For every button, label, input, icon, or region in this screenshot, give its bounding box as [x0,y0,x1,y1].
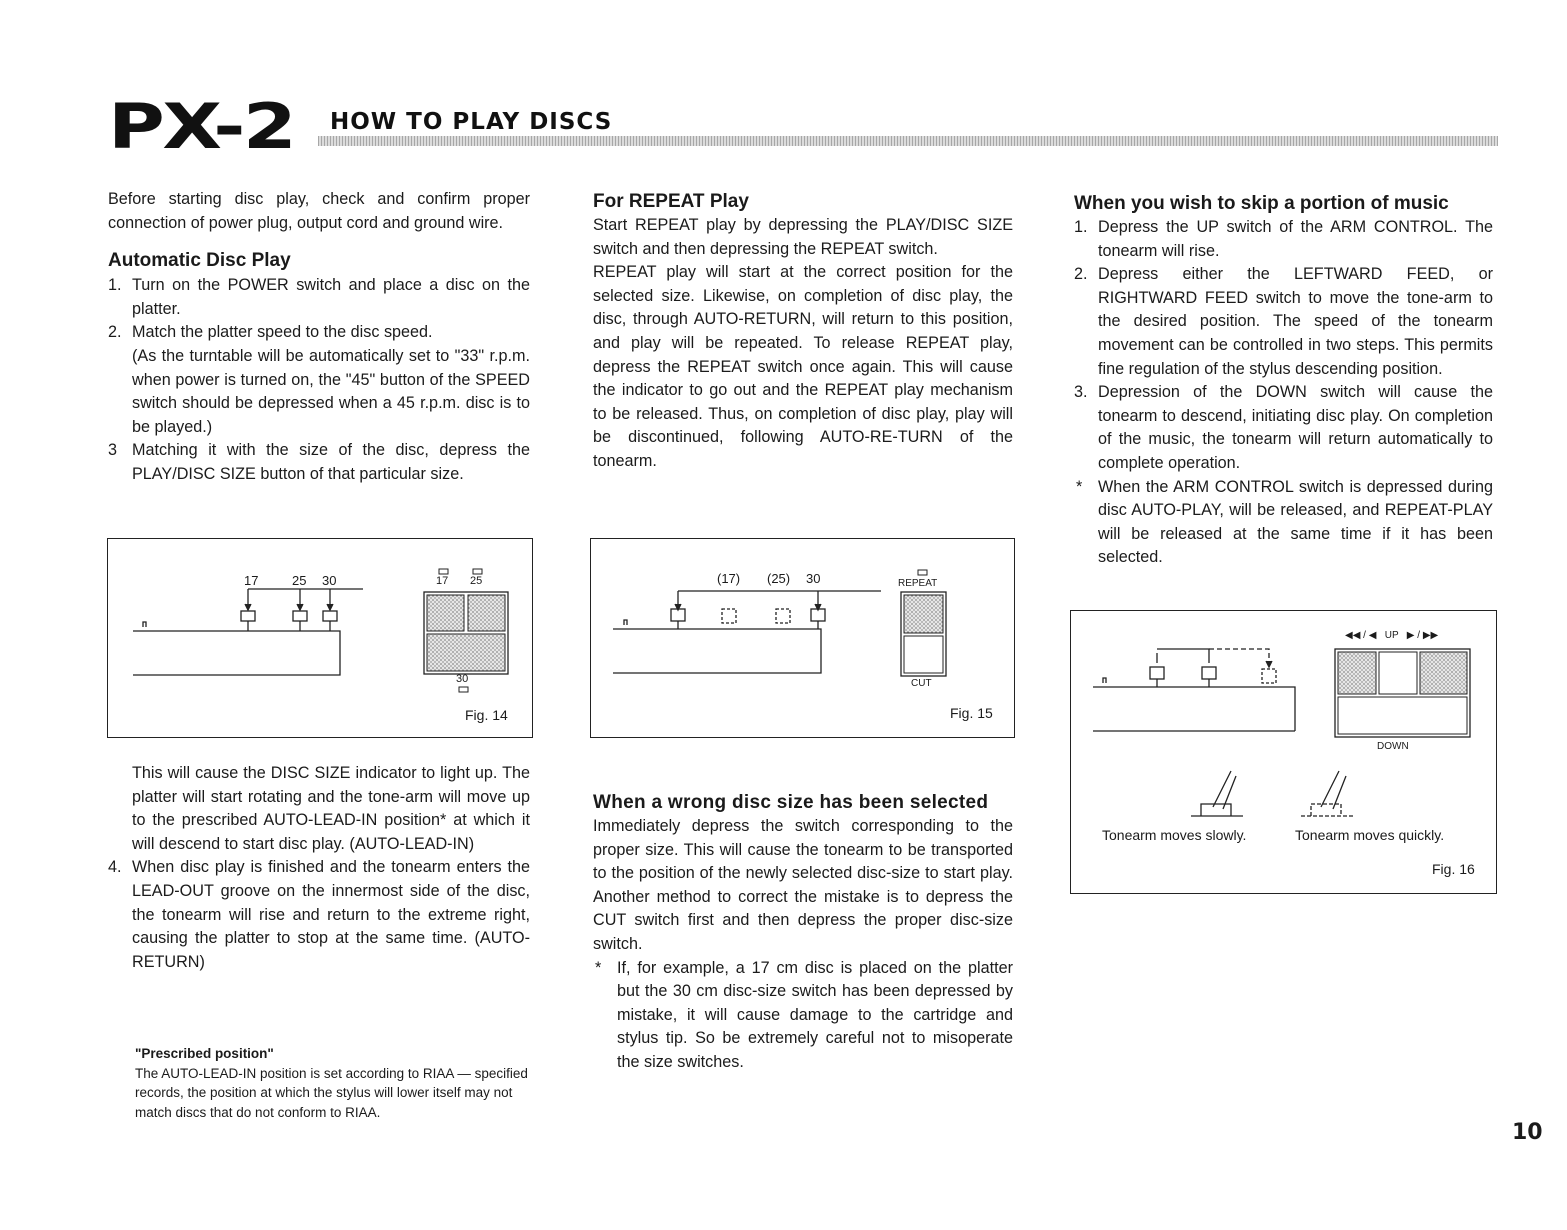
slow-caption: Tonearm moves slowly. [1102,827,1247,843]
skip-steps [1074,216,1493,570]
left-column [108,188,530,487]
page-title: HOW TO PLAY DISCS [330,109,613,135]
list-item: 4. When disc play is finished and the tonearm enters the LEAD-OUT groove on the innermost side of the disc, the tonearm will rise and return to the extreme right, causing the platter to stop at the same time. (AUTO-RETURN) [108,858,530,971]
button-25-label: 25 [470,575,483,587]
scale-25-paren: (25) [767,571,791,586]
figure-16 [1070,610,1497,894]
fig14-caption: Fig. 14 [465,707,508,723]
skip-heading: When you wish to skip a portion of music [1074,193,1449,214]
page-number: 10 [1512,1120,1543,1145]
repeat-p1: Start REPEAT play by depressing the PLAY/DISC SIZE switch and then depressing the REPEAT switch. [593,216,1013,258]
automatic-heading: Automatic Disc Play [108,250,291,272]
wrong-p1: Immediately depress the switch corresponding to the proper size. This will cause the tonearm to be transported to the position of the newly selected disc-size to start play. Another method to correct the mistake is to depress the CUT switch first and then depress the proper disc-size switch. [593,817,1013,953]
scale-25: 25 [292,573,307,588]
scale-30: 30 [806,571,821,586]
product-logo: PX-2 [108,90,295,163]
header-rule [318,136,1498,146]
arm-control-labels: ◀◀ / ◀ UP ▶ / ▶▶ [1345,630,1439,641]
down-label: DOWN [1377,741,1409,752]
footnote [135,1044,530,1122]
fig15-caption: Fig. 15 [950,705,993,721]
wrong-note: * If, for example, a 17 cm disc is placed on the platter but the 30 cm disc-size switch has been depressed by mistake, it will cause damage to the cartridge and stylus tip. So be extremely careful not to misoperate the size switches. [595,958,1013,1071]
fast-caption: Tonearm moves quickly. [1295,827,1445,843]
list-item: 3. Depression of the DOWN switch will cause the tonearm to descend, initiating disc play. On completion of the music, the tonearm will return automatically to complete operation. [1074,383,1493,472]
list-item: 3 Matching it with the size of the disc, depress the PLAY/DISC SIZE button of that particular size. [108,441,530,483]
list-item: 2. Match the platter speed to the disc speed. [108,323,433,342]
button-17-label: 17 [436,575,449,587]
list-item: 1. Turn on the POWER switch and place a disc on the platter. [108,276,530,318]
after-fig-text: This will cause the DISC SIZE indicator to light up. The platter will start rotating and the tone-arm will move up to the prescribed AUTO-LEAD-IN position* at which it will descend to start disc play. (AUTO-LEAD-IN) [132,764,530,853]
fig16-caption: Fig. 16 [1432,861,1475,877]
scale-17-paren: (17) [717,571,741,586]
figure-14 [107,538,533,738]
repeat-label: REPEAT [898,578,938,589]
footnote-text: The AUTO-LEAD-IN position is set according to RIAA — specified records, the position at which the stylus will lower itself may not match discs that do not conform to RIAA. [135,1065,528,1120]
repeat-heading: For REPEAT Play [593,191,749,212]
button-30-label: 30 [456,673,469,685]
right-column [1074,192,1493,570]
repeat-p2: REPEAT play will start at the correct position for the selected size. Likewise, on completion of disc play, the disc, through AUTO-RETURN, will return to this position, and play will be repeated. To release REPEAT play, depress the REPEAT switch once again. This will cause the indicator to go out and the REPEAT play mechanism to be released. Thus, on completion of disc play, play will be discontinued, following AUTO-RE-TURN of the tonearm. [593,263,1013,470]
list-item: * When the ARM CONTROL switch is depressed during disc AUTO-PLAY, will be released, and REPEAT-PLAY will be released at the same time if it has been selected. [1076,477,1493,567]
fig16-diagram [1071,611,1498,895]
middle-column [593,190,1013,474]
scale-17: 17 [244,573,259,588]
list-item: 1. Depress the UP switch of the ARM CONTROL. The tonearm will rise. [1074,218,1493,260]
intro-text: Before starting disc play, check and confirm proper connection of power plug, output cord and ground wire. [108,190,530,232]
scale-30: 30 [322,573,337,588]
cut-label: CUT [911,678,932,689]
footnote-heading: "Prescribed position" [135,1046,274,1061]
figure-15 [590,538,1015,738]
list-item: 2. Depress either the LEFTWARD FEED, or RIGHTWARD FEED switch to move the tone-arm to the desired position. The speed of the tonearm movement can be controlled in two steps. This permits fine regulation of the stylus descending position. [1074,265,1493,378]
wrong-heading: When a wrong disc size has been selected [593,792,989,813]
automatic-steps [108,274,530,345]
speed-note: (As the turntable will be automatically set to "33" r.p.m. when power is turned on, the "45" button of the SPEED switch should be depressed when a 45 r.p.m. disc is to be played.) [132,346,530,436]
